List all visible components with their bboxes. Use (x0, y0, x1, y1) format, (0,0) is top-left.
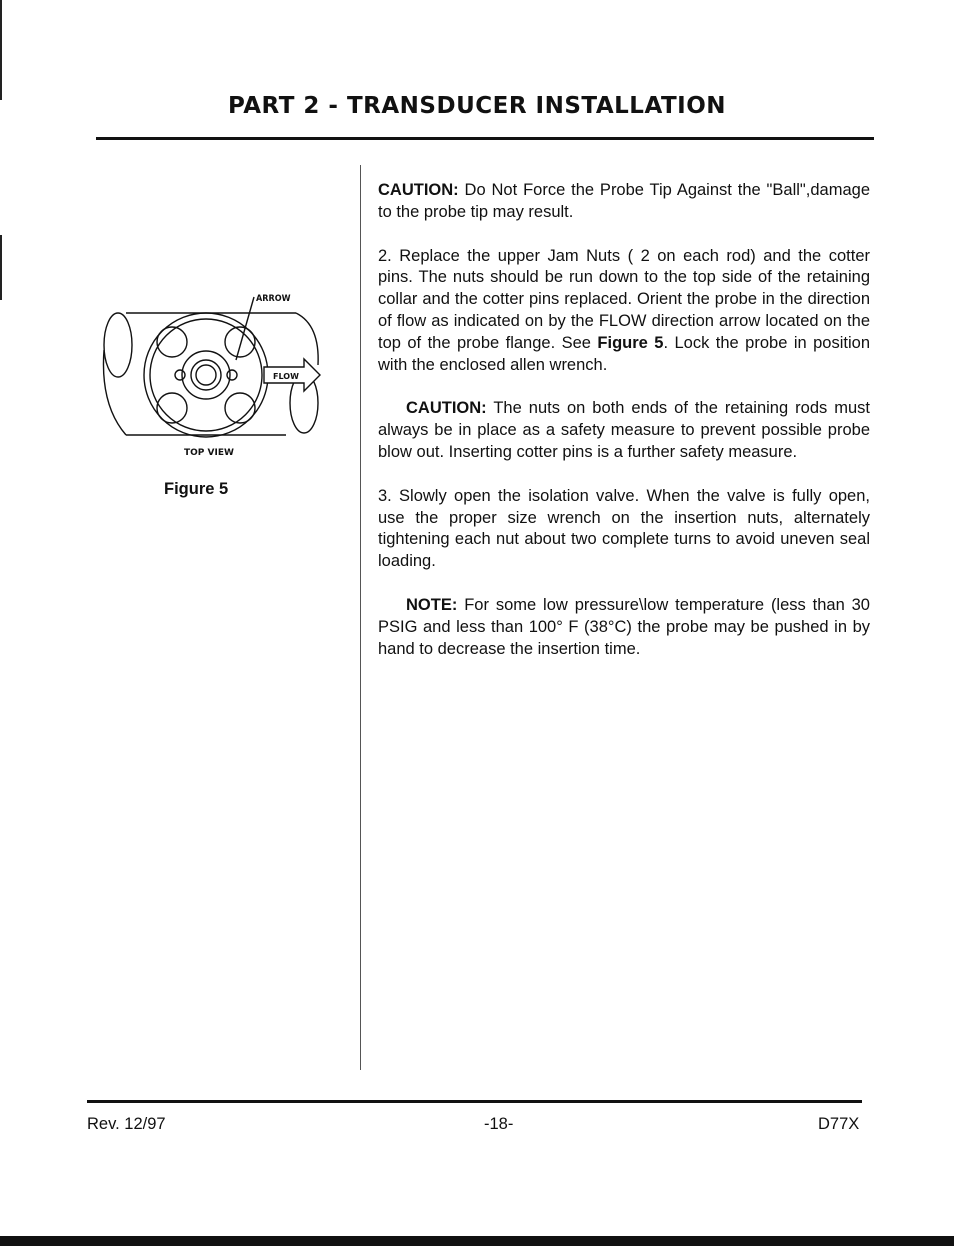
title-rule (96, 137, 874, 140)
model-number: D77X (818, 1115, 860, 1133)
page-title: PART 2 - TRANSDUCER INSTALLATION (227, 93, 727, 119)
figure-5-diagram (96, 285, 328, 465)
caution-label: CAUTION: (406, 399, 487, 418)
probe-collar (182, 351, 230, 399)
scan-bottom-band (0, 1236, 954, 1246)
caution-paragraph-1 (378, 180, 870, 224)
pipe-left-end (104, 313, 132, 377)
probe-tip (196, 365, 216, 385)
revision-label: Rev. 12/97 (87, 1115, 166, 1133)
pipe-right-curve (296, 313, 318, 365)
step-2-paragraph (378, 246, 870, 377)
step-2-text-end: . Lock the probe in position with the enclosed allen wrench. (378, 333, 870, 374)
rod-pin (175, 370, 185, 380)
flange-inner (150, 319, 262, 431)
footer-rule (87, 1100, 862, 1103)
rod-pin (227, 370, 237, 380)
caution-text: The nuts on both ends of the retaining rods must always be in place as a safety measure to prevent possible probe blow out. Inserting cotter pins is a further safety measure. (378, 399, 870, 461)
step-3-text: 3. Slowly open the isolation valve. When the valve is fully open, use the proper size wrench on the insertion nuts, alternately tightening each nut about two complete turns to avoid uneven seal loading. (378, 486, 870, 571)
column-divider (360, 165, 361, 1070)
note-paragraph (378, 595, 870, 660)
probe-flange-top-view (96, 285, 328, 465)
top-view-label: TOP VIEW (184, 448, 234, 458)
arrow-leader-line (236, 297, 254, 360)
note-text: For some low pressure\low temperature (less than 30 PSIG and less than 100° F (38°C) the probe may be pushed in by hand to decrease the insertion time. (378, 595, 870, 658)
arrow-label: ARROW (256, 294, 291, 304)
figure-caption: Figure 5 (164, 480, 229, 498)
step-2-text: 2. Replace the upper Jam Nuts ( 2 on each rod) and the cotter pins. The nuts should be run down to the top side of the retaining collar and the cotter pins replaced. Orient the probe in the direction of flow as indicated on by the FLOW direction arrow located on the top of the probe flange. See (378, 246, 870, 352)
flow-label: FLOW (273, 372, 299, 381)
instructions-column (378, 180, 870, 682)
step-3-paragraph (378, 486, 870, 573)
caution-paragraph-2 (378, 398, 870, 463)
caution-text: Do Not Force the Probe Tip Against the "Ball",damage to the probe tip may result. (378, 181, 870, 221)
flange-outer (144, 313, 268, 437)
page-number: -18- (484, 1115, 514, 1133)
note-label: NOTE: (406, 595, 458, 614)
scan-edge-mark (0, 0, 2, 100)
caution-label: CAUTION: (378, 181, 459, 199)
figure-reference: Figure 5 (597, 333, 664, 352)
scan-edge-mark (0, 235, 2, 300)
